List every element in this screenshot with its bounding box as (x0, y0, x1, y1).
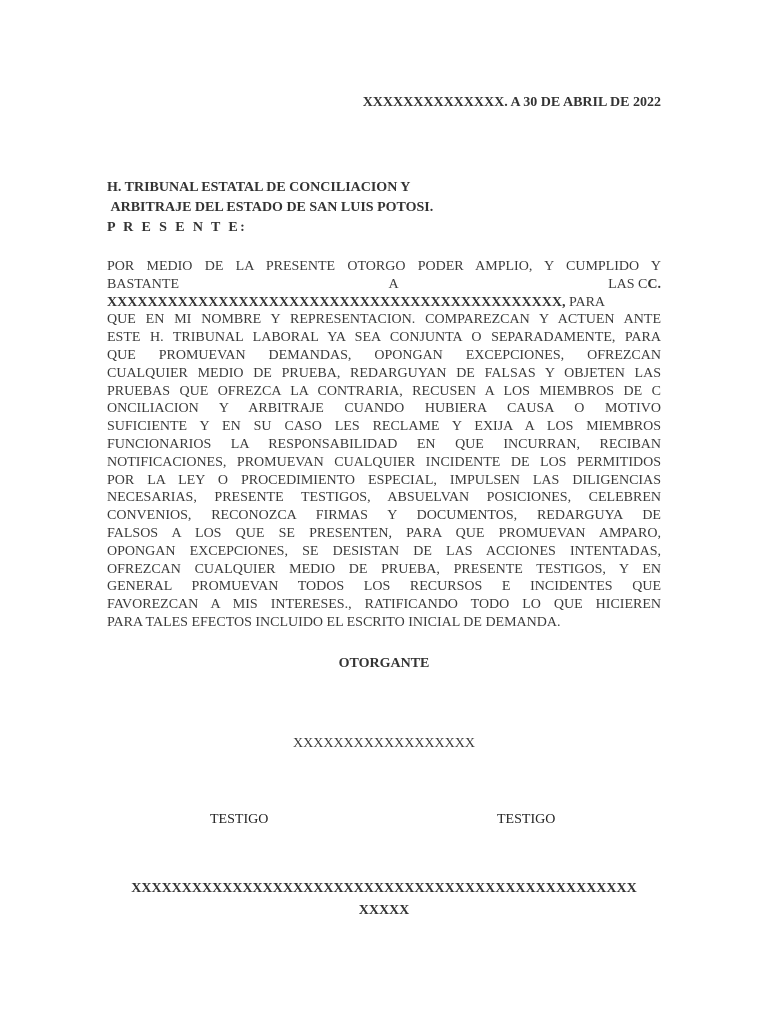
body-line: CONVENIOS, RECONOZCA FIRMAS Y DOCUMENTOS, REDARGUYA DE (107, 508, 661, 524)
body-word (608, 276, 661, 294)
place-date: XXXXXXXXXXXXXX. A 30 DE ABRIL DE 2022 (362, 95, 661, 110)
body-word-part: LAS C (608, 276, 648, 292)
present-heading: P R E S E N T E: (107, 220, 248, 235)
body-word: A (388, 276, 399, 292)
body-line: NECESARIAS, PRESENTE TESTIGOS, ABSUELVAN POSICIONES, CELEBREN (107, 490, 661, 506)
body-line: OFREZCAN CUALQUIER MEDIO DE PRUEBA, PRESENTE TESTIGOS, Y EN (107, 561, 661, 577)
body-line: OPONGAN EXCEPCIONES, SE DESISTAN DE LAS ACCIONES INTENTADAS, (107, 543, 661, 559)
body-line: CUALQUIER MEDIO DE PRUEBA, REDARGUYAN DE FALSAS Y OBJETEN LAS (107, 365, 661, 381)
body-line: POR LA LEY O PROCEDIMIENTO ESPECIAL, IMPULSEN LAS DILIGENCIAS (107, 472, 661, 488)
body-line: GENERAL PROMUEVAN TODOS LOS RECURSOS E INCIDENTES QUE (107, 579, 661, 595)
body-word: BASTANTE (107, 276, 179, 292)
body-line: NOTIFICACIONES, PROMUEVAN CUALQUIER INCIDENTE DE LOS PERMITIDOS (107, 454, 661, 470)
addressee-block (107, 178, 433, 238)
grantor-name: XXXXXXXXXXXXXXXXXX (293, 736, 475, 751)
witness-names (0, 878, 768, 922)
witness-right-label: TESTIGO (497, 812, 556, 827)
body-line: SUFICIENTE Y EN SU CASO LES RECLAME Y EXIJA A LOS MIEMBROS (107, 419, 661, 435)
body-line (107, 294, 661, 312)
witness-names-line-2: XXXXX (358, 903, 410, 918)
body-line: QUE EN MI NOMBRE Y REPRESENTACION. COMPAREZCAN Y ACTUEN ANTE (107, 312, 661, 328)
body-line: POR MEDIO DE LA PRESENTE OTORGO PODER AMPLIO, Y CUMPLIDO Y (107, 259, 661, 274)
body-text (107, 258, 661, 632)
body-line: FAVOREZCAN A MIS INTERESES., RATIFICANDO TODO LO QUE HICIEREN (107, 597, 661, 613)
witness-left-label: TESTIGO (210, 812, 269, 827)
body-line-rest: PARA (565, 294, 606, 310)
addressee-line-2-text: ARBITRAJE DEL ESTADO DE SAN LUIS POTOSI. (110, 200, 434, 215)
body-line: QUE PROMUEVAN DEMANDAS, OPONGAN EXCEPCIONES, OFREZCAN (107, 347, 661, 363)
grantor-label: OTORGANTE (338, 656, 430, 671)
addressee-line-2 (107, 198, 433, 218)
addressee-line-1: H. TRIBUNAL ESTATAL DE CONCILIACION Y (107, 180, 411, 195)
body-line: PARA TALES EFECTOS INCLUIDO EL ESCRITO INICIAL DE DEMANDA. (107, 614, 561, 630)
attorneys-names: XXXXXXXXXXXXXXXXXXXXXXXXXXXXXXXXXXXXXXXXXXXXX, (107, 294, 566, 310)
body-line (107, 276, 661, 294)
body-line: ESTE H. TRIBUNAL LABORAL YA SEA CONJUNTA O SEPARADAMENTE, PARA (107, 330, 661, 346)
witness-names-line-1: XXXXXXXXXXXXXXXXXXXXXXXXXXXXXXXXXXXXXXXXXXXXXXXXXX (131, 881, 637, 896)
body-line: PRUEBAS QUE OFREZCA LA CONTRARIA, RECUSEN A LOS MIEMBROS DE C (107, 383, 661, 399)
body-line: FALSOS A LOS QUE SE PRESENTEN, PARA QUE PROMUEVAN AMPARO, (107, 525, 661, 541)
body-line: FUNCIONARIOS LA RESPONSABILIDAD EN QUE INCURRAN, RECIBAN (107, 436, 661, 452)
body-word-bold: C. (647, 276, 661, 292)
body-line: ONCILIACION Y ARBITRAJE CUANDO HUBIERA CAUSA O MOTIVO (107, 401, 661, 417)
